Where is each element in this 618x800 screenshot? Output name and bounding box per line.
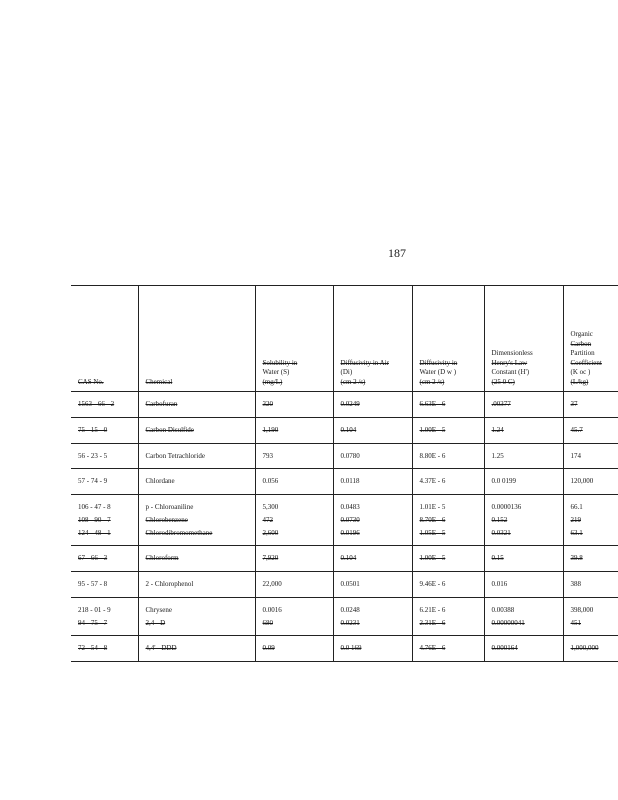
header-chemical: Chemical: [138, 286, 255, 392]
table-row: [71, 495, 618, 514]
cell-henry-constant: 0.0 0199: [484, 469, 563, 495]
cell-chemical: Carbon Tetrachloride: [138, 443, 255, 469]
cell-henry-constant: 0.152: [484, 514, 563, 527]
cell-henry-constant: 0.15: [484, 546, 563, 572]
cell-chemical: Chlordane: [138, 469, 255, 495]
cell-diffusivity-air: 0.104: [333, 546, 412, 572]
cell-solubility: 320: [255, 392, 333, 418]
table-row: [71, 597, 618, 616]
cell-diffusivity-water: 1.05E - 5: [412, 527, 484, 546]
cell-diffusivity-air: 0.0730: [333, 514, 412, 527]
cell-chemical: 4,4' - DDD: [138, 636, 255, 662]
cell-henry-constant: .00377: [484, 392, 563, 418]
cell-chemical: Chloroform: [138, 546, 255, 572]
cell-solubility: 1,190: [255, 417, 333, 443]
cell-koc: 388: [570, 580, 581, 588]
cell-cas: 67 - 66 - 3: [71, 546, 138, 572]
cell-solubility: 0.0016: [255, 597, 333, 616]
cell-diffusivity-air: 0.0248: [333, 597, 412, 616]
cell-henry-constant: 0.00388: [484, 597, 563, 616]
table-row: [71, 636, 618, 662]
table-row: [71, 527, 618, 546]
cell-cas: 95 - 57 - 8: [71, 572, 138, 598]
cell-henry-constant: 0.0321: [484, 527, 563, 546]
cell-diffusivity-air: 0.104: [333, 417, 412, 443]
cell-cas: 72 - 54 - 8: [71, 636, 138, 662]
cell-cas: 124 - 48 - 1: [71, 527, 138, 546]
table-row: [71, 469, 618, 495]
table-row: [71, 546, 618, 572]
cell-koc: 66.1: [570, 503, 583, 511]
cell-koc: 120,000: [570, 477, 594, 486]
cell-chemical: 2 - Chlorophenol: [138, 572, 255, 598]
page-number: 187: [388, 246, 406, 260]
cell-diffusivity-air: 0.0501: [333, 572, 412, 598]
table-row: [71, 572, 618, 598]
table-row: [71, 417, 618, 443]
cell-diffusivity-water: 6.21E - 6: [412, 597, 484, 616]
cell-cas: 106 - 47 - 8: [71, 495, 138, 514]
cell-solubility: 2,600: [255, 527, 333, 546]
cell-koc: 39.8: [570, 554, 583, 563]
cell-cas: 94 - 75 - 7: [71, 617, 138, 636]
cell-solubility: 680: [255, 617, 333, 636]
cell-diffusivity-water: 9.46E - 6: [412, 572, 484, 598]
cell-henry-constant: 0.016: [484, 572, 563, 598]
header-cas: CAS No.: [71, 286, 138, 392]
header-henry-constant: Dimensionless Henry's Law Constant (H') (25 0 C): [484, 286, 563, 392]
table-row: [71, 443, 618, 469]
cell-henry-constant: 0.00000041: [484, 617, 563, 636]
chemical-properties-table: [71, 285, 618, 662]
cell-diffusivity-water: 6.63E - 6: [412, 392, 484, 418]
table-row: [71, 392, 618, 418]
cell-cas: 75 - 15 - 0: [71, 417, 138, 443]
cell-koc: 451: [570, 618, 581, 627]
cell-diffusivity-water: 1.01E - 5: [412, 495, 484, 514]
cell-cas: 56 - 23 - 5: [71, 443, 138, 469]
cell-solubility: 5,300: [255, 495, 333, 514]
cell-chemical: Carbon Disulfide: [138, 417, 255, 443]
cell-diffusivity-water: 4.76E - 6: [412, 636, 484, 662]
cell-diffusivity-water: 8.80E - 6: [412, 443, 484, 469]
header-diffusivity-air: Diffusivity in Air (Di) (cm 2 /s): [333, 286, 412, 392]
cell-henry-constant: 1.24: [484, 417, 563, 443]
cell-cas: 218 - 01 - 9: [71, 597, 138, 616]
cell-henry-constant: 0.0000136: [484, 495, 563, 514]
cell-chemical: Chrysene: [138, 597, 255, 616]
cell-solubility: 22,000: [255, 572, 333, 598]
cell-chemical: Carbofuran: [138, 392, 255, 418]
table-row: [71, 514, 618, 527]
cell-solubility: 472: [255, 514, 333, 527]
cell-diffusivity-air: 0.0231: [333, 617, 412, 636]
cell-henry-constant: 0.000164: [484, 636, 563, 662]
cell-chemical: 2,4 - D: [138, 617, 255, 636]
cell-diffusivity-air: 0.0483: [333, 495, 412, 514]
cell-diffusivity-air: 0.0249: [333, 392, 412, 418]
cell-cas: 57 - 74 - 9: [71, 469, 138, 495]
cell-koc: 37: [570, 400, 578, 408]
cell-diffusivity-air: 0.0118: [333, 469, 412, 495]
cell-solubility: 0.056: [255, 469, 333, 495]
cell-diffusivity-water: 1.00E - 5: [412, 546, 484, 572]
cell-chemical: Chlorobenzene: [138, 514, 255, 527]
header-solubility: Solubility in Water (S) (mg/L): [255, 286, 333, 392]
table-row: [71, 617, 618, 636]
cell-chemical: p - Chloroaniline: [138, 495, 255, 514]
cell-koc: 398,000: [570, 605, 594, 614]
cell-solubility: 0.09: [255, 636, 333, 662]
cell-diffusivity-air: 0.0 169: [333, 636, 412, 662]
cell-cas: 108 - 90 - 7: [71, 514, 138, 527]
cell-henry-constant: 1.25: [484, 443, 563, 469]
cell-chemical: Chlorodibromomethane: [138, 527, 255, 546]
cell-koc: 1,000,000: [570, 644, 599, 653]
cell-diffusivity-air: 0.0780: [333, 443, 412, 469]
cell-koc: 219: [570, 515, 581, 524]
header-row: [71, 286, 618, 392]
cell-diffusivity-water: 4.37E - 6: [412, 469, 484, 495]
cell-koc: 174: [570, 451, 581, 460]
cell-solubility: 793: [255, 443, 333, 469]
header-koc: Organic Carbon Partition Coefficient (K oc ) (L/kg): [570, 330, 602, 386]
cell-diffusivity-air: 0.0196: [333, 527, 412, 546]
cell-diffusivity-water: 2.31E - 6: [412, 617, 484, 636]
cell-cas: 1563 - 66 - 2: [71, 392, 138, 418]
cell-diffusivity-water: 8.70E - 6: [412, 514, 484, 527]
cell-koc: 45.7: [570, 425, 583, 434]
header-diffusivity-water: Diffusivity in Water (D w ) (cm 2 /s): [412, 286, 484, 392]
cell-koc: 63.1: [570, 528, 583, 537]
cell-solubility: 7,920: [255, 546, 333, 572]
cell-diffusivity-water: 1.00E - 5: [412, 417, 484, 443]
